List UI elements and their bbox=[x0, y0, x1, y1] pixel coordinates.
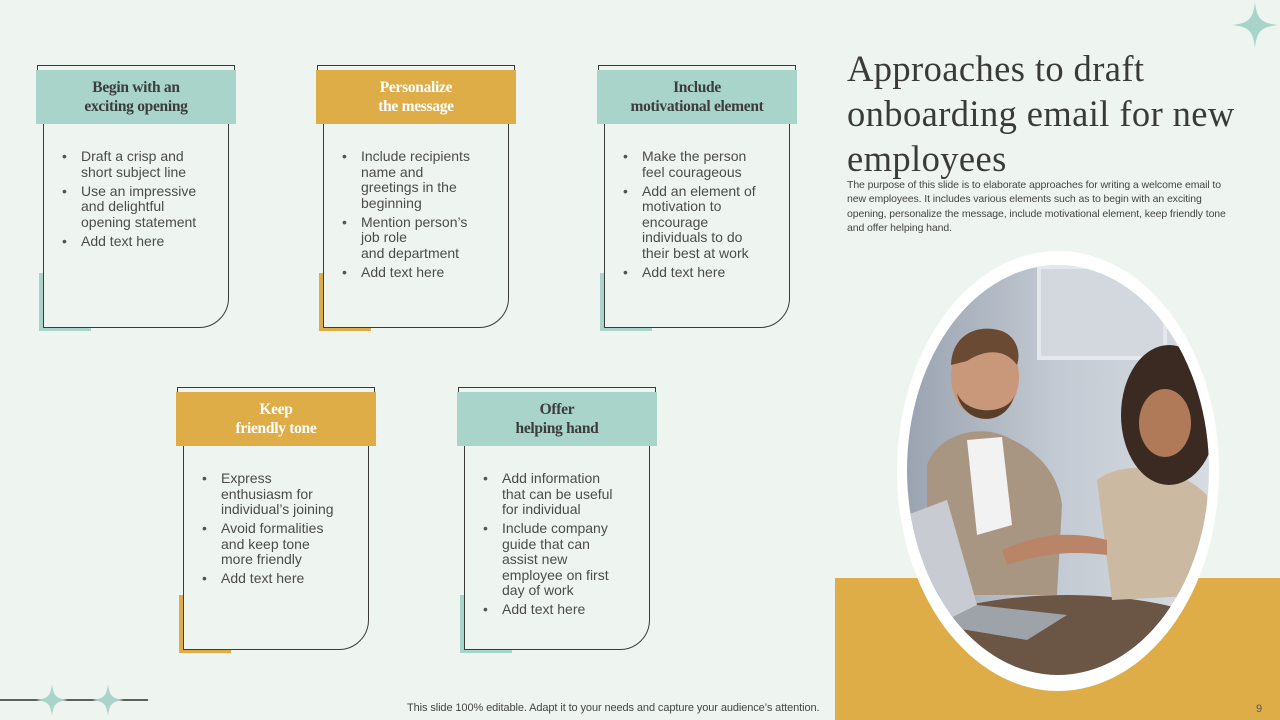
card-title-line2: the message bbox=[378, 98, 454, 115]
card-header bbox=[457, 392, 657, 446]
photo-frame bbox=[897, 251, 1219, 691]
approach-card-motivational-element bbox=[597, 65, 797, 331]
approach-card-friendly-tone bbox=[176, 387, 376, 653]
card-title-line1: Keep bbox=[259, 401, 293, 418]
sparkle-top-right-icon bbox=[1232, 2, 1278, 48]
slide-footer-note: This slide 100% editable. Adapt it to your needs and capture your audience’s attention. bbox=[407, 702, 820, 714]
bullet-item: • Add text here bbox=[342, 265, 498, 281]
slide-description: The purpose of this slide is to elaborate approaches for writing a welcome email to new employees. It includes various elements such as to begin with an exciting opening, personalize the message, include motivational element, keep friendly tone and offer helping hand. bbox=[847, 179, 1226, 234]
page-number: 9 bbox=[1256, 703, 1263, 715]
approach-card-exciting-opening bbox=[36, 65, 236, 331]
card-header bbox=[176, 392, 376, 446]
bullet-item: • Include company guide that can assist new employee on first day of work bbox=[483, 521, 639, 599]
bullet-item: • Add text here bbox=[483, 602, 639, 618]
card-header bbox=[36, 70, 236, 124]
card-bullet-list bbox=[62, 149, 218, 253]
card-header bbox=[597, 70, 797, 124]
bullet-item: • Express enthusiasm for individual’s joining bbox=[202, 471, 358, 518]
card-title-line2: friendly tone bbox=[235, 420, 317, 437]
card-bullet-list bbox=[342, 149, 498, 284]
card-title-line2: helping hand bbox=[515, 420, 599, 437]
card-title-line2: motivational element bbox=[630, 98, 764, 115]
bullet-item: • Add information that can be useful for individual bbox=[483, 471, 639, 518]
card-bullet-list bbox=[202, 471, 358, 590]
bullet-item: • Use an impressive and delightful opening statement bbox=[62, 184, 218, 231]
slide-title: Approaches to draft onboarding email for new employees bbox=[847, 48, 1235, 179]
bullet-item: • Add text here bbox=[62, 234, 218, 250]
bullet-item: • Draft a crisp and short subject line bbox=[62, 149, 218, 180]
bullet-item: • Add text here bbox=[623, 265, 779, 281]
photo-two-colleagues-icon bbox=[907, 265, 1209, 675]
bullet-item: • Include recipients name and greetings in the beginning bbox=[342, 149, 498, 211]
approach-card-personalize-message bbox=[316, 65, 516, 331]
sparkle-line-bottom-left-icon bbox=[0, 682, 150, 718]
bullet-item: • Add an element of motivation to encourage individuals to do their best at work bbox=[623, 184, 779, 262]
bullet-item: • Mention person’s job role and department bbox=[342, 215, 498, 262]
approach-card-helping-hand bbox=[457, 387, 657, 653]
card-bullet-list bbox=[483, 471, 639, 621]
card-title-line1: Begin with an bbox=[92, 79, 180, 96]
card-bullet-list bbox=[623, 149, 779, 284]
card-title-line1: Personalize bbox=[379, 79, 453, 96]
card-title-line1: Offer bbox=[539, 401, 575, 418]
card-title-line2: exciting opening bbox=[84, 98, 188, 115]
bullet-item: • Avoid formalities and keep tone more friendly bbox=[202, 521, 358, 568]
card-header bbox=[316, 70, 516, 124]
bullet-item: • Add text here bbox=[202, 571, 358, 587]
bullet-item: • Make the person feel courageous bbox=[623, 149, 779, 180]
card-title-line1: Include bbox=[673, 79, 721, 96]
